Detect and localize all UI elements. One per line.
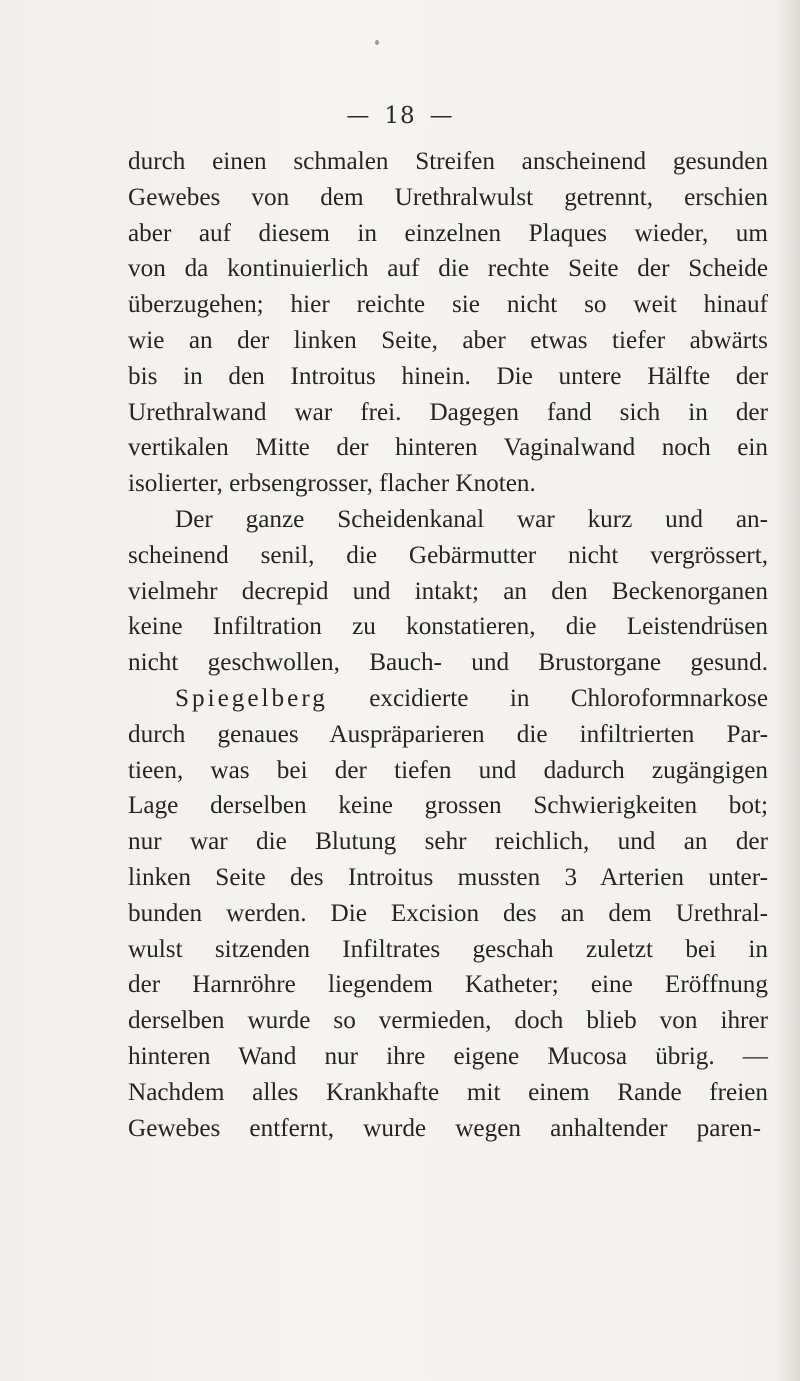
page-number-value: 18 bbox=[384, 103, 416, 129]
text-line: von da kontinuierlich auf die rechte Seite der Scheide bbox=[128, 255, 768, 283]
text-line: bunden werden. Die Excision des an dem Urethral- bbox=[128, 899, 768, 927]
text-line: Urethralwand war frei. Dagegen fand sich in der bbox=[128, 398, 768, 426]
body-text bbox=[128, 144, 768, 1146]
text-line: tieen, was bei der tiefen und dadurch zugängigen bbox=[128, 756, 768, 784]
text-line: durch genaues Auspräparieren die infiltrierten Par- bbox=[128, 720, 768, 748]
text-line: Gewebes von dem Urethralwulst getrennt, erschien bbox=[128, 183, 768, 211]
text-line: Der ganze Scheidenkanal war kurz und an- bbox=[175, 505, 768, 533]
text-line: bis in den Introitus hinein. Die untere Hälfte der bbox=[128, 362, 768, 390]
text-line: derselben wurde so vermieden, doch blieb von ihrer bbox=[128, 1007, 768, 1035]
text-line: durch einen schmalen Streifen anscheinend gesunden bbox=[128, 148, 768, 175]
page-number-dash-right: — bbox=[429, 103, 454, 129]
page-number bbox=[0, 103, 800, 129]
surgeon-name: Spiegelberg bbox=[175, 684, 328, 712]
text-line: vielmehr decrepid und intakt; an den Beckenorganen bbox=[128, 577, 768, 605]
text-line: der Harnröhre liegendem Katheter; eine Eröffnung bbox=[128, 971, 768, 999]
text-line: keine Infiltration zu konstatieren, die Leistendrüsen bbox=[128, 613, 768, 641]
text-line: isolierter, erbsengrosser, flacher Knoten. bbox=[128, 470, 536, 498]
text-line: wie an der linken Seite, aber etwas tiefer abwärts bbox=[128, 326, 768, 354]
text-line: nur war die Blutung sehr reichlich, und an der bbox=[128, 828, 768, 856]
text-line: überzugehen; hier reichte sie nicht so weit hinauf bbox=[128, 291, 768, 319]
text-line: Lage derselben keine grossen Schwierigkeiten bot; bbox=[128, 792, 768, 820]
page-number-dash-left: — bbox=[346, 103, 371, 129]
text-line: Gewebes entfernt, wurde wegen anhaltender paren- bbox=[128, 1114, 761, 1142]
text-line-with-name bbox=[128, 681, 768, 717]
text-line: nicht geschwollen, Bauch- und Brustorgane gesund. bbox=[128, 649, 768, 677]
paper-speck bbox=[375, 40, 379, 45]
text-line-rest: excidierte in Chloroformnarkose bbox=[369, 684, 769, 712]
text-line: scheinend senil, die Gebärmutter nicht vergrössert, bbox=[128, 541, 768, 569]
text-line: linken Seite des Introitus mussten 3 Arterien unter- bbox=[128, 863, 768, 891]
text-line: hinteren Wand nur ihre eigene Mucosa übrig. — bbox=[128, 1042, 768, 1070]
text-line: vertikalen Mitte der hinteren Vaginalwand noch ein bbox=[128, 434, 768, 462]
text-line: wulst sitzenden Infiltrates geschah zuletzt bei in bbox=[128, 935, 768, 963]
text-line: aber auf diesem in einzelnen Plaques wieder, um bbox=[128, 219, 768, 247]
text-line: Nachdem alles Krankhafte mit einem Rande freien bbox=[128, 1078, 768, 1106]
page-edge-shadow bbox=[774, 0, 800, 1381]
